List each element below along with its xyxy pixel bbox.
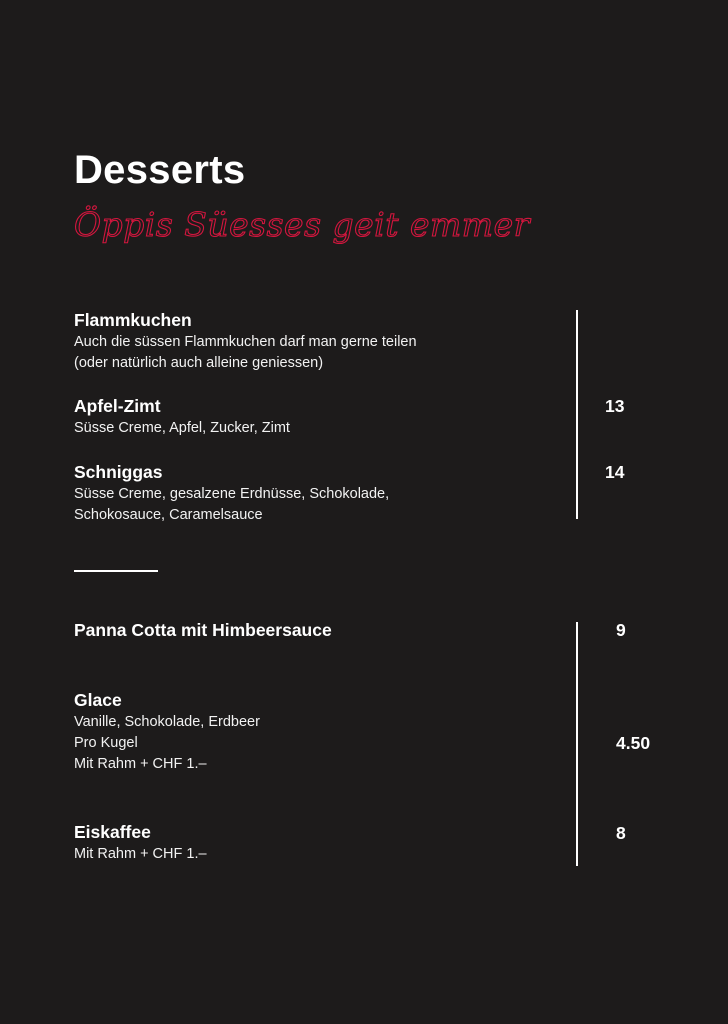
item-description: Pro Kugel xyxy=(74,735,138,751)
price-column-divider xyxy=(576,622,578,866)
price-column-divider xyxy=(576,310,578,519)
menu-item-flammkuchen xyxy=(74,310,554,374)
item-description: Süsse Creme, Apfel, Zucker, Zimt xyxy=(74,420,290,436)
page-title: Desserts xyxy=(74,148,246,192)
item-description: (oder natürlich auch alleine geniessen) xyxy=(74,355,324,371)
price-eiskaffee: 8 xyxy=(616,823,626,843)
menu-item-eiskaffee xyxy=(74,822,554,865)
item-name: Schniggas xyxy=(74,462,163,482)
item-description: Auch die süssen Flammkuchen darf man gerne teilen xyxy=(74,334,417,350)
item-name: Flammkuchen xyxy=(74,310,192,330)
section-divider xyxy=(74,570,158,572)
item-name: Apfel-Zimt xyxy=(74,396,161,416)
item-name: Glace xyxy=(74,690,122,710)
menu-item-schniggas xyxy=(74,462,554,526)
item-description: Mit Rahm + CHF 1.– xyxy=(74,846,207,862)
item-description: Süsse Creme, gesalzene Erdnüsse, Schokolade, xyxy=(74,486,390,502)
menu-item-glace xyxy=(74,690,554,775)
item-description: Schokosauce, Caramelsauce xyxy=(74,507,263,523)
menu-item-panna-cotta xyxy=(74,620,554,640)
price-glace: 4.50 xyxy=(616,733,651,753)
item-description: Mit Rahm + CHF 1.– xyxy=(74,756,207,772)
item-name: Eiskaffee xyxy=(74,822,151,842)
page-subtitle: Öppis Süesses geit emmer xyxy=(74,205,530,244)
item-description: Vanille, Schokolade, Erdbeer xyxy=(74,714,260,730)
price-apfel-zimt: 13 xyxy=(605,396,625,416)
item-name: Panna Cotta mit Himbeersauce xyxy=(74,620,332,640)
menu-item-apfel-zimt xyxy=(74,396,554,439)
price-panna-cotta: 9 xyxy=(616,620,626,640)
price-schniggas: 14 xyxy=(605,462,625,482)
